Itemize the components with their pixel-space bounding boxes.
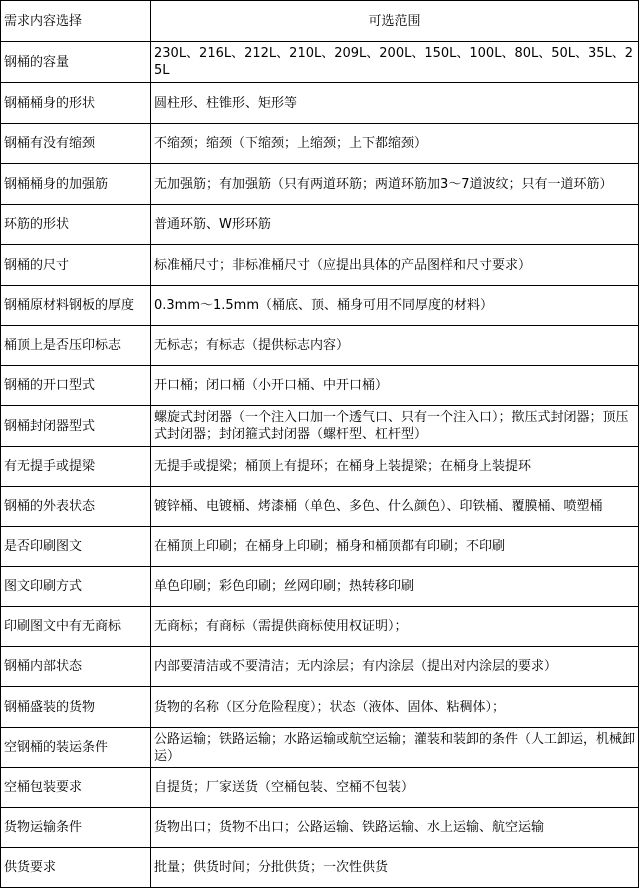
row-item: 钢桶桶身的加强筋 (1, 164, 151, 205)
row-options: 无加强筋；有加强筋（只有两道环筋；两道环筋加3～7道波纹；只有一道环筋） (151, 164, 639, 205)
table-header-row (1, 1, 639, 42)
row-options: 货物出口；货物不出口；公路运输、铁路运输、水上运输、航空运输 (151, 808, 639, 848)
row-item: 钢桶的开口型式 (1, 366, 151, 406)
row-options: 在桶顶上印刷；在桶身上印刷；桶身和桶顶都有印刷；不印刷 (151, 527, 639, 567)
row-options: 标准桶尺寸；非标准桶尺寸（应提出具体的产品图样和尺寸要求） (151, 245, 639, 286)
table-row (1, 447, 639, 487)
table-row (1, 487, 639, 527)
table-row (1, 406, 639, 447)
row-item: 钢桶有没有缩颈 (1, 124, 151, 164)
row-options: 无商标；有商标（需提供商标使用权证明）； (151, 607, 639, 647)
row-options: 圆柱形、柱锥形、矩形等 (151, 83, 639, 124)
row-item: 印刷图文中有无商标 (1, 607, 151, 647)
row-item: 钢桶内部状态 (1, 647, 151, 687)
table-row (1, 205, 639, 245)
row-item: 供货要求 (1, 848, 151, 888)
row-options: 无标志；有标志（提供标志内容） (151, 326, 639, 366)
table-row (1, 42, 639, 83)
table-row (1, 607, 639, 647)
row-item: 钢桶的尺寸 (1, 245, 151, 286)
table-row (1, 83, 639, 124)
row-item: 钢桶封闭器型式 (1, 406, 151, 447)
table-body (1, 42, 639, 888)
row-options: 不缩颈；缩颈（下缩颈；上缩颈；上下都缩颈） (151, 124, 639, 164)
table-row (1, 808, 639, 848)
row-item: 空钢桶的装运条件 (1, 728, 151, 768)
row-options: 开口桶；闭口桶（小开口桶、中开口桶） (151, 366, 639, 406)
header-item: 需求内容选择 (1, 1, 151, 42)
row-options: 普通环筋、W形环筋 (151, 205, 639, 245)
table-row (1, 124, 639, 164)
table-row (1, 567, 639, 607)
row-options: 内部要清洁或不要清洁；无内涂层；有内涂层（提出对内涂层的要求） (151, 647, 639, 687)
table-row (1, 768, 639, 808)
row-item: 钢桶盛装的货物 (1, 687, 151, 728)
row-options: 230L、216L、212L、210L、209L、200L、150L、100L、80L、50L、35L、25L (151, 42, 639, 83)
row-item: 货物运输条件 (1, 808, 151, 848)
header-options: 可选范围 (151, 1, 639, 42)
row-options: 无提手或提梁；桶顶上有提环；在桶身上装提梁；在桶身上装提环 (151, 447, 639, 487)
row-options: 公路运输；铁路运输；水路运输或航空运输；灌装和装卸的条件（人工卸运，机械卸运） (151, 728, 639, 768)
row-item: 空桶包装要求 (1, 768, 151, 808)
table-row (1, 848, 639, 888)
row-item: 环筋的形状 (1, 205, 151, 245)
row-options: 批量；供货时间；分批供货；一次性供货 (151, 848, 639, 888)
table-row (1, 366, 639, 406)
row-options: 自提货；厂家送货（空桶包装、空桶不包装） (151, 768, 639, 808)
table-row (1, 245, 639, 286)
row-item: 钢桶的容量 (1, 42, 151, 83)
table-row (1, 728, 639, 768)
row-options: 单色印刷；彩色印刷；丝网印刷；热转移印刷 (151, 567, 639, 607)
row-item: 钢桶桶身的形状 (1, 83, 151, 124)
row-item: 是否印刷图文 (1, 527, 151, 567)
table-row (1, 687, 639, 728)
table-row (1, 286, 639, 326)
table-row (1, 164, 639, 205)
table-row (1, 527, 639, 567)
row-item: 桶顶上是否压印标志 (1, 326, 151, 366)
row-item: 钢桶的外表状态 (1, 487, 151, 527)
row-options: 货物的名称（区分危险程度）；状态（液体、固体、粘稠体）； (151, 687, 639, 728)
table-row (1, 326, 639, 366)
row-options: 镀锌桶、电镀桶、烤漆桶（单色、多色、什么颜色）、印铁桶、覆膜桶、喷塑桶 (151, 487, 639, 527)
row-item: 图文印刷方式 (1, 567, 151, 607)
table-row (1, 647, 639, 687)
row-item: 钢桶原材料钢板的厚度 (1, 286, 151, 326)
row-item: 有无提手或提梁 (1, 447, 151, 487)
row-options: 0.3mm～1.5mm（桶底、顶、桶身可用不同厚度的材料） (151, 286, 639, 326)
row-options: 螺旋式封闭器（一个注入口加一个透气口、只有一个注入口）；揿压式封闭器；顶压式封闭器；封闭箍式封闭器（螺杆型、杠杆型） (151, 406, 639, 447)
